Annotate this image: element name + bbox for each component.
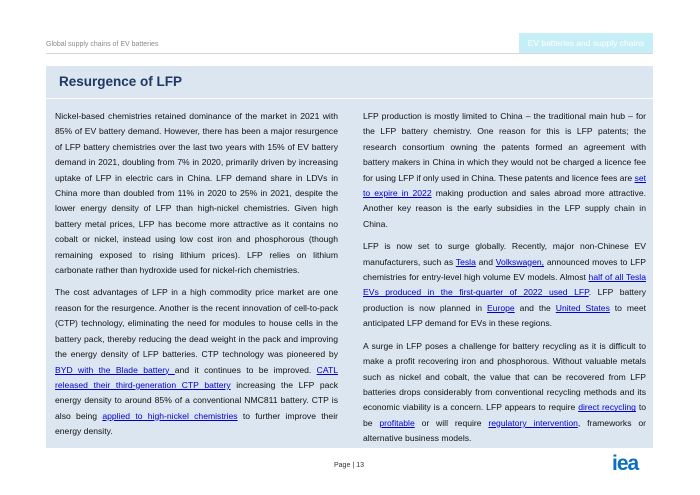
page-number xyxy=(334,462,364,469)
page-separator: | xyxy=(352,462,355,469)
left-column xyxy=(55,109,338,447)
text-run: or will require xyxy=(414,417,489,428)
text-run: A surge in LFP poses a challenge for battery recycling as it is difficult to make a profit recovering iron and phosphorous. Without valuable metals such as nickel and cobalt, the value that can be recovered from LFP batteries drops considerably from conventional recycling methods and its economic viability is a concern. LFP appears to require xyxy=(363,340,646,413)
text-run: making production and sales abroad more attractive. Another key reason is the early subsidies in the LFP supply chain in China. xyxy=(363,188,646,229)
text-run: . LFP battery production is now planned in xyxy=(363,287,646,313)
document-title: Global supply chains of EV batteries xyxy=(46,41,159,48)
link-tesla-lfp-share[interactable]: half of all Tesla EVs produced in the first-quarter of 2022 used LFP xyxy=(363,272,646,298)
page-number-value: 13 xyxy=(356,462,364,469)
text-run: and the xyxy=(514,302,556,313)
text-run: and it continues to be improved. xyxy=(174,364,317,375)
text-run: to meet anticipated LFP demand for EVs in these regions. xyxy=(363,302,646,329)
right-paragraph-2 xyxy=(363,239,646,331)
text-run: to be xyxy=(363,402,646,428)
header-divider xyxy=(46,53,653,54)
text-run: to further improve their energy density. xyxy=(55,410,338,437)
right-paragraph-1 xyxy=(363,109,646,232)
section-tab: EV batteries and supply chains xyxy=(519,33,653,53)
link-catl-ctp-battery[interactable]: CATL released their third-generation CTP battery xyxy=(55,364,338,390)
left-paragraph-1: Nickel-based chemistries retained dominance of the market in 2021 with 85% of EV battery demand. However, there has been a major resurgence of LFP battery chemistries over the last two years with 15% of EV battery demand in 2021, doubling from 7% in 2020, primarily driven by increasing uptake of LFP in electric cars in China. LFP demand share in LDVs in China more than doubled from 11% in 2020 to 25% in 2021, despite the lower energy density of LFP than high-nickel chemistries. Given high battery metal prices, LFP has become more attractive as it contains no cobalt or nickel, instead using low cost iron and phosphorous (though remaining exposed to rising lithium prices). LFP relies on lithium carbonate rather than hydroxide used for nickel-rich chemistries. xyxy=(55,111,338,276)
text-run: LFP is now set to surge globally. Recently, major non-Chinese EV manufacturers, such as xyxy=(363,241,646,267)
iea-logo: iea xyxy=(612,452,639,475)
link-direct-recycling[interactable]: direct recycling xyxy=(578,402,636,413)
text-run: announced moves to LFP chemistries for entry-level high volume EV models. Almost xyxy=(363,256,646,283)
right-column xyxy=(363,109,646,454)
link-byd-blade-battery[interactable]: BYD with the Blade battery xyxy=(55,364,175,375)
link-profitable[interactable]: profitable xyxy=(379,417,415,428)
link-volkswagen[interactable]: Volkswagen, xyxy=(495,256,545,267)
text-run: and xyxy=(475,256,496,267)
section-title: Resurgence of LFP xyxy=(59,74,183,89)
text-run: increasing the LFP pack energy density to around 85% of a conventional NMC811 battery. CTP is also being xyxy=(55,379,338,421)
text-run: The cost advantages of LFP in a high commodity price market are one reason for the resurgence. Another is the recent innovation of cell-to-pack (CTP) technology, eliminating the need for modules to house cells in the battery pack, thereby reducing the dead weight in the pack and improving the energy density of LFP batteries. CTP technology was pioneered by xyxy=(55,287,338,360)
left-paragraph-2 xyxy=(55,285,338,439)
link-united-states[interactable]: United States xyxy=(555,302,610,313)
page-label: Page xyxy=(334,462,351,469)
link-europe[interactable]: Europe xyxy=(486,302,515,313)
link-regulatory-intervention[interactable]: regulatory intervention xyxy=(488,417,578,428)
right-paragraph-3 xyxy=(363,339,646,447)
title-divider xyxy=(46,98,653,99)
link-high-nickel-chemistries[interactable]: applied to high-nickel chemistries xyxy=(102,410,238,421)
link-patents-expire[interactable]: set to expire in 2022 xyxy=(363,172,646,199)
text-run: , frameworks or alternative business models. xyxy=(363,417,646,444)
link-tesla[interactable]: Tesla xyxy=(455,256,476,267)
text-run: LFP production is mostly limited to China – the traditional main hub – for the LFP battery chemistry. One reason for this is LFP patents; the research consortium owning the patents formed an agreement with battery makers in China in which they would not be charged a licence fee for using LFP if only used in China. These patents and licence fees are xyxy=(363,111,646,183)
